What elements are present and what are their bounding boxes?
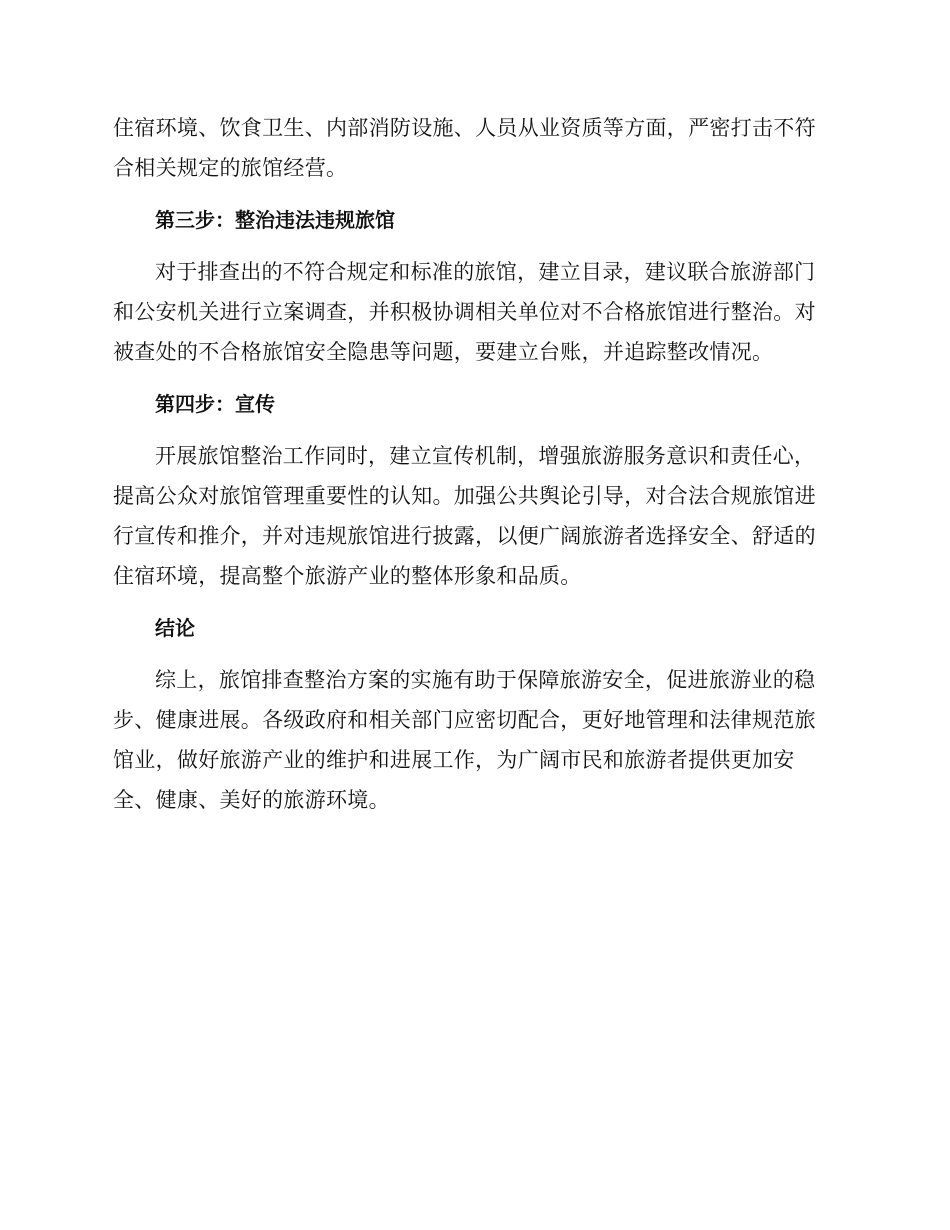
paragraph-line: 住宿环境、饮食卫生、内部消防设施、人员从业资质等方面，严密打击不符 — [113, 116, 816, 140]
section-heading-conclusion: 结论 — [155, 616, 195, 640]
paragraph-line: 开展旅馆整治工作同时，建立宣传机制，增强旅游服务意识和责任心， — [155, 444, 816, 468]
intro-paragraph — [113, 108, 833, 188]
paragraph-line: 和公安机关进行立案调查，并积极协调相关单位对不合格旅馆进行整治。对 — [113, 300, 816, 324]
paragraph-line: 住宿环境，提高整个旅游产业的整体形象和品质。 — [113, 564, 582, 588]
paragraph-line: 综上，旅馆排查整治方案的实施有助于保障旅游安全，促进旅游业的稳 — [155, 668, 816, 692]
step3-paragraph — [113, 252, 833, 372]
paragraph-line: 提高公众对旅馆管理重要性的认知。加强公共舆论引导，对合法合规旅馆进 — [113, 484, 816, 508]
paragraph-line: 步、健康进展。各级政府和相关部门应密切配合，更好地管理和法律规范旅 — [113, 708, 816, 732]
paragraph-line: 合相关规定的旅馆经营。 — [113, 156, 348, 180]
paragraph-line: 全、健康、美好的旅游环境。 — [113, 788, 390, 812]
conclusion-paragraph — [113, 660, 833, 820]
step4-paragraph — [113, 436, 833, 596]
paragraph-line: 对于排查出的不符合规定和标准的旅馆，建立目录，建议联合旅游部门 — [155, 260, 816, 284]
paragraph-line: 行宣传和推介，并对违规旅馆进行披露，以便广阔旅游者选择安全、舒适的 — [113, 524, 816, 548]
document-body — [113, 108, 833, 820]
paragraph-line: 被查处的不合格旅馆安全隐患等问题，要建立台账，并追踪整改情况。 — [113, 340, 774, 364]
paragraph-line: 馆业，做好旅游产业的维护和进展工作，为广阔市民和旅游者提供更加安 — [113, 748, 795, 772]
section-heading-step3: 第三步：整治违法违规旅馆 — [155, 208, 395, 232]
section-heading-step4: 第四步：宣传 — [155, 392, 275, 416]
